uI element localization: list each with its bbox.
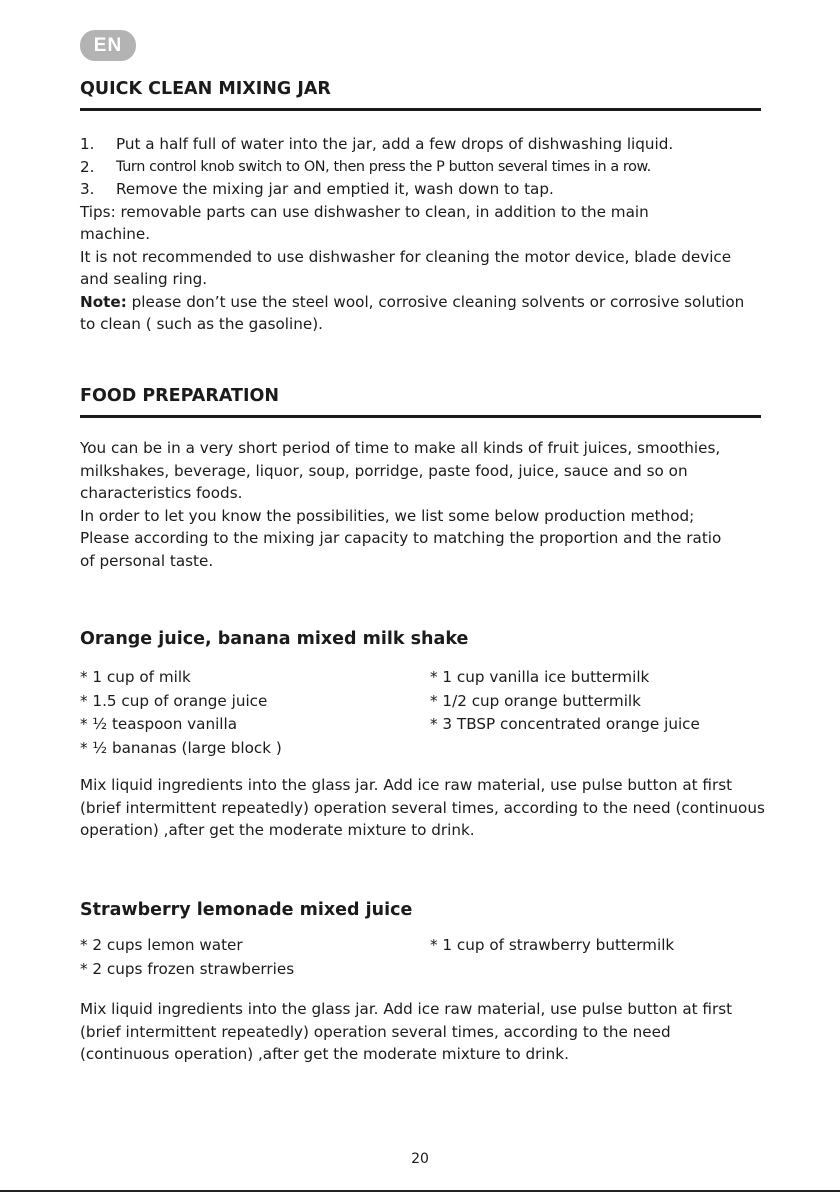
- ingredient-item: * ½ teaspoon vanilla: [80, 715, 238, 733]
- section-divider: [80, 415, 761, 418]
- ingredient-item: * 1 cup of milk: [80, 668, 191, 686]
- page-number: 20: [411, 1151, 429, 1167]
- step-number: 3.: [80, 180, 95, 198]
- ingredients-strawberry-lemonade: [80, 934, 761, 982]
- quick-clean-content: [80, 133, 761, 336]
- note-label: Note:: [80, 292, 127, 311]
- section-title-food-preparation: FOOD PREPARATION: [80, 386, 279, 406]
- food-prep-content: [80, 437, 740, 572]
- section-divider: [80, 108, 761, 111]
- step-text: Remove the mixing jar and emptied it, wash down to tap.: [116, 180, 554, 198]
- ingredient-item: * ½ bananas (large block ): [80, 738, 282, 757]
- ingredient-item: * 3 TBSP concentrated orange juice: [430, 715, 700, 733]
- step-text: Turn control knob switch to ON, then press the P button several times in a row.: [116, 158, 651, 175]
- recipe-method-orange-banana: [80, 774, 765, 842]
- ingredient-item: * 1.5 cup of orange juice: [80, 691, 268, 710]
- method-paragraph: Mix liquid ingredients into the glass jar. Add ice raw material, use pulse button at first (brief intermittent repeatedly) operation several times, according to the need (continuous operation) ,after get the moderate mixture to drink.: [80, 1000, 733, 1063]
- ingredient-list-right: [430, 666, 700, 737]
- step-text: Put a half full of water into the jar, add a few drops of dishwashing liquid.: [116, 135, 674, 153]
- ingredient-item: * 1/2 cup orange buttermilk: [430, 691, 641, 710]
- ingredient-item: * 2 cups frozen strawberries: [80, 959, 295, 978]
- ingredient-list-left: [80, 934, 294, 981]
- note-text: please don’t use the steel wool, corrosive cleaning solvents or corrosive solution to clean ( such as the gasoline).: [80, 292, 745, 333]
- ingredient-item: * 2 cups lemon water: [80, 936, 243, 954]
- ingredient-item: * 1 cup of strawberry buttermilk: [430, 936, 675, 954]
- recipe-title-orange-banana: Orange juice, banana mixed milk shake: [80, 629, 469, 649]
- step-item: [80, 178, 761, 201]
- step-number: 2.: [80, 157, 95, 176]
- cleaning-steps-list: [80, 133, 761, 201]
- ingredient-item: * 1 cup vanilla ice buttermilk: [430, 668, 650, 686]
- note-paragraph: [80, 291, 761, 336]
- intro-paragraph: You can be in a very short period of time to make all kinds of fruit juices, smoothies, milkshakes, beverage, liquor, soup, porridge, paste food, juice, sauce and so on characteristics foods.: [80, 439, 721, 502]
- tips-paragraph: Tips: removable parts can use dishwasher to clean, in addition to the main machine.: [80, 202, 649, 243]
- language-badge: EN: [80, 30, 136, 61]
- recipe-title-strawberry-lemonade: Strawberry lemonade mixed juice: [80, 900, 413, 920]
- ingredient-list-right: [430, 934, 674, 958]
- section-title-quick-clean: QUICK CLEAN MIXING JAR: [80, 79, 331, 99]
- step-item: [80, 133, 761, 156]
- method-paragraph: Mix liquid ingredients into the glass jar. Add ice raw material, use pulse button at first (brief intermittent repeatedly) operation several times, according to the need (continuous operation) ,after get the moderate mixture to drink.: [80, 776, 765, 839]
- step-number: 1.: [80, 135, 95, 153]
- ingredient-list-left: [80, 666, 282, 760]
- step-item: [80, 156, 761, 179]
- intro-paragraph-2: In order to let you know the possibilities, we list some below production method; Please according to the mixing jar capacity to matching the proportion and the ratio of personal taste.: [80, 506, 722, 570]
- not-recommended-paragraph: It is not recommended to use dishwasher for cleaning the motor device, blade device and sealing ring.: [80, 247, 732, 288]
- ingredients-orange-banana: [80, 666, 761, 760]
- recipe-method-strawberry-lemonade: [80, 998, 755, 1066]
